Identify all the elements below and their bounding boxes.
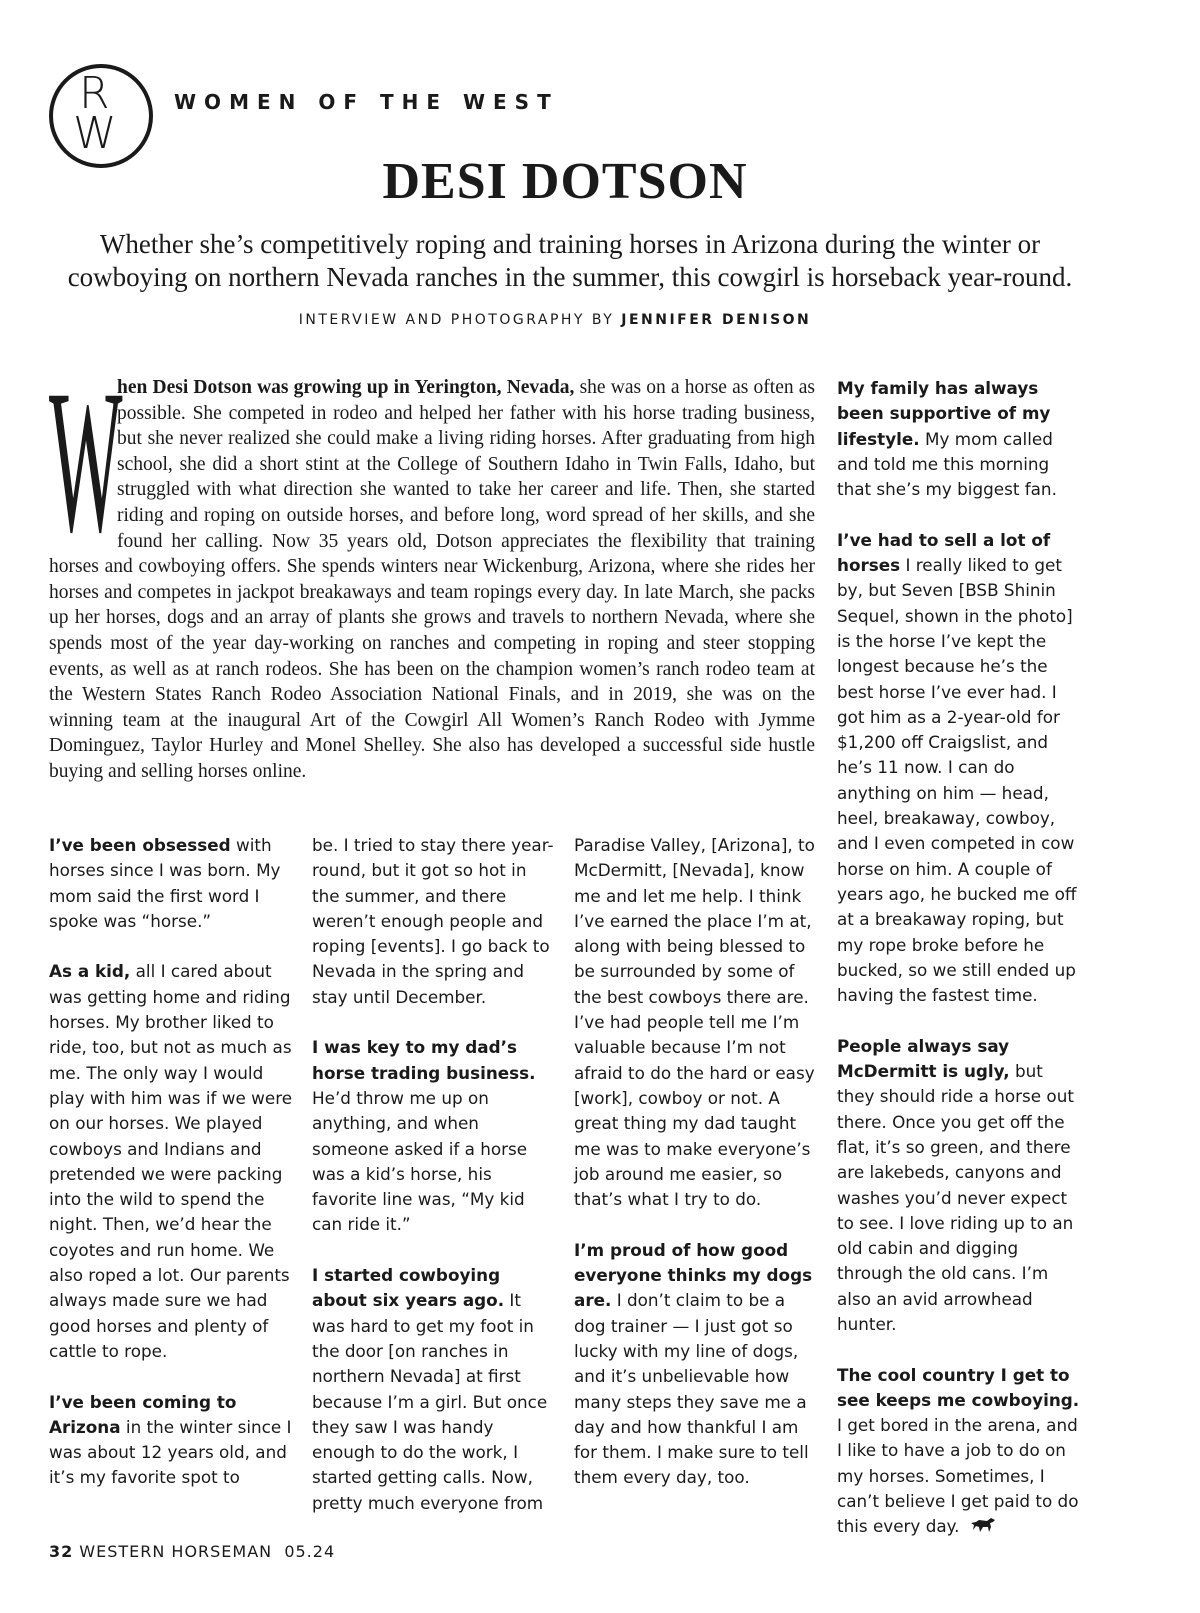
- qa-paragraph: [837, 1034, 1083, 1338]
- paragraph-text: all I cared about was getting home and riding horses. My brother liked to ride, too, but not as much as me. The only way I would play with him was if we were on our horses. We played cowboys and Indians and pretended we were packing into the wild to spend the night. Then, we’d hear the coyotes and run home. We also roped a lot. Our parents always made sure we had good horses and plenty of cattle to rope.: [49, 961, 293, 1361]
- qa-paragraph: [574, 833, 818, 1212]
- qa-paragraph: [312, 1263, 556, 1516]
- paragraph-lead: My family has always been supportive of my lifestyle.: [837, 378, 1051, 449]
- issue-date: 05.24: [284, 1542, 336, 1561]
- qa-paragraph: [49, 1390, 293, 1491]
- qa-paragraph: [837, 376, 1083, 502]
- byline-author: JENNIFER DENISON: [621, 312, 812, 328]
- paragraph-text: I don’t claim to be a dog trainer — I just got so lucky with my line of dogs, and it’s unbelievable how many steps they save me a day and how thankful I am for them. I make sure to tell them every day, too.: [574, 1290, 809, 1488]
- horse-icon: [969, 1517, 997, 1533]
- article-title: DESI DOTSON: [382, 153, 748, 210]
- magazine-name: WESTERN HORSEMAN: [79, 1542, 273, 1561]
- paragraph-text: but they should ride a horse out there. Once you get off the flat, it’s so green, and there are lakebeds, canyons and washes you’d never expect to see. I love riding up to an old cabin and digging through the old cans. I’m also an avid arrowhead hunter.: [837, 1061, 1074, 1334]
- intro-paragraph: [49, 348, 816, 785]
- section-label: WOMEN OF THE WEST: [174, 90, 559, 114]
- paragraph-lead: People always say McDermitt is ugly,: [837, 1035, 1010, 1082]
- intro-text: she was on a horse as often as possible. She competed in rodeo and helped her father with his horse trading business, but she never realized she could make a living riding horses. After graduating from high school, she did a short stint at the College of Southern Idaho in Twin Falls, Idaho, but struggled with what direction she wanted to take her career and life. Then, she started riding and roping on outside horses, and before long, word spread of her skills, and she found her calling. Now 35 years old, Dotson appreciates the flexibility that training horses and cowboying offers. She spends winters near Wickenburg, Arizona, where she rides her horses and competes in jackpot breakaways and team ropings every day. In late March, she packs up her horses, dogs and an array of plants she grows and travels to northern Nevada, where she spends most of the year day-working on ranches and competing in roping and steer stopping events, as well as at ranch rodeos. She has been on the champion women’s ranch rodeo team at the Western States Ranch Rodeo Association National Finals, and in 2019, she was on the winning team at the inaugural Art of the Cowgirl All Women’s Ranch Rodeo with Jymme Dominguez, Taylor Hurley and Monel Shelley. She also has developed a successful side hustle buying and selling horses online.: [49, 377, 816, 782]
- paragraph-text: I get bored in the arena, and I like to have a job to do on my horses. Sometimes, I can’t believe I get paid to do this every day.: [837, 1415, 1079, 1537]
- logo-letter-w: W: [73, 108, 117, 159]
- paragraph-lead: I was key to my dad’s horse trading business.: [312, 1037, 536, 1083]
- byline-prefix: INTERVIEW AND PHOTOGRAPHY BY: [298, 312, 622, 328]
- paragraph-lead: As a kid,: [49, 961, 131, 982]
- qa-paragraph: [312, 833, 556, 1010]
- paragraph-text: I really liked to get by, but Seven [BSB Shinin Sequel, shown in the photo] is the horse I’ve kept the longest because he’s the best horse I’ve ever had. I got him as a 2-year-old for $1,200 off Craigslist, and he’s 11 now. I can do anything on him — head, heel, breakaway, cowboy, and I even competed in cow horse on him. A couple of years ago, he bucked me off at a breakaway roping, but my rope broke before he bucked, so we still ended up having the fastest time.: [837, 555, 1077, 1006]
- page-number: 32: [49, 1542, 74, 1561]
- paragraph-text: Paradise Valley, [Arizona], to McDermitt, [Nevada], know me and let me help. I think I’ve earned the place I’m at, along with being blessed to be surrounded by some of the best cowboys there are. I’ve had people tell me I’m valuable because I’m not afraid to do the hard or easy [work], cowboy or not. A great thing my dad taught me was to make everyone’s job around me easier, so that’s what I try to do.: [574, 835, 815, 1210]
- paragraph-lead: I’m proud of how good everyone thinks my dogs are.: [574, 1239, 813, 1311]
- qa-paragraph: [312, 1035, 556, 1237]
- paragraph-text: He’d throw me up on anything, and when someone asked if a horse was a kid’s horse, his favorite line was, “My kid can ride it.”: [312, 1087, 528, 1235]
- paragraph-lead: I’ve been obsessed: [49, 835, 231, 855]
- article-deck: Whether she’s competitively roping and training horses in Arizona during the winter or cowboying on northern Nevada ranches in the summer, this cowgirl is horseback year-round.: [67, 229, 1073, 292]
- drop-cap: W: [49, 348, 123, 575]
- paragraph-lead: The cool country I get to see keeps me cowboying.: [837, 1364, 1080, 1410]
- intro-lead: hen Desi Dotson was growing up in Yerington, Nevada,: [117, 377, 575, 398]
- paragraph-text: be. I tried to stay there year-round, but it got so hot in the summer, and there weren’t enough people and roping [events]. I go back to Nevada in the spring and stay until December.: [312, 835, 554, 1007]
- qa-paragraph: [837, 528, 1083, 1009]
- column-4: [837, 376, 1083, 1565]
- paragraph-text: in the winter since I was about 12 years old, and it’s my favorite spot to: [49, 1416, 292, 1488]
- paragraph-text: My mom called and told me this morning that she’s my biggest fan.: [837, 428, 1057, 500]
- page-footer: [49, 1542, 335, 1561]
- paragraph-text: with horses since I was born. My mom said the first word I spoke was “horse.”: [49, 835, 281, 931]
- qa-paragraph: [837, 1363, 1083, 1540]
- column-2: [312, 833, 556, 1541]
- paragraph-lead: I started cowboying about six years ago.: [312, 1265, 505, 1311]
- byline: [0, 312, 1110, 328]
- column-3: [574, 833, 818, 1516]
- logo-letter-r: R: [79, 68, 110, 119]
- paragraph-lead: I’ve been coming to Arizona: [49, 1391, 237, 1437]
- qa-paragraph: [49, 833, 293, 934]
- qa-paragraph: [574, 1238, 818, 1491]
- paragraph-text: It was hard to get my foot in the door [on ranches in northern Nevada] at first because I’m a girl. But once they saw I was handy enough to do the work, I started getting calls. Now, pretty much everyone from: [312, 1290, 548, 1513]
- qa-paragraph: [49, 959, 293, 1364]
- paragraph-lead: I’ve had to sell a lot of horses: [837, 529, 1051, 576]
- column-1: [49, 833, 293, 1516]
